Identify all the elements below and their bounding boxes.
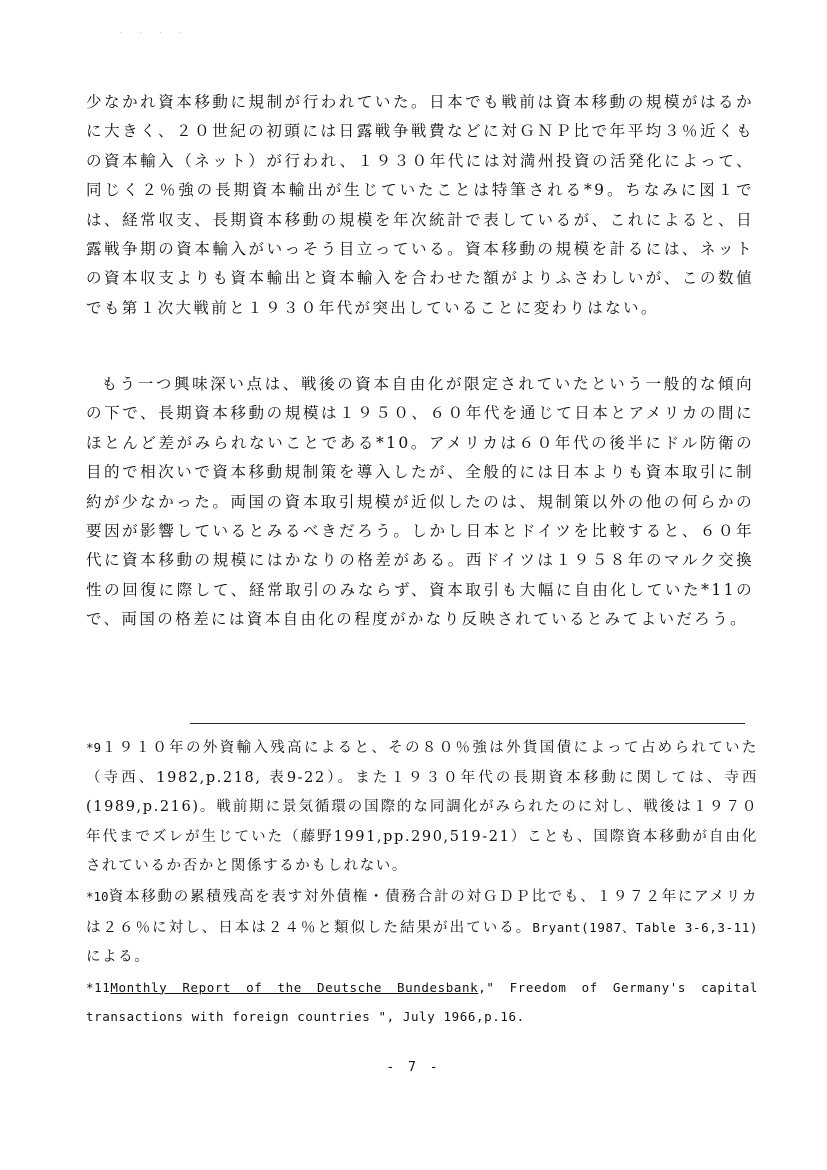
body-paragraph-1: 少なかれ資本移動に規制が行われていた。日本でも戦前は資本移動の規模がはるかに大きく、２０世紀の初頭には日露戦争戦費などに対ＧＮＰ比で年平均３％近くもの資本輸入（ネット）が行われ、１９３０年代には対満州投資の活発化によって、同じく２％強の長期資本輸出が生じていたことは特筆される*9。ちなみに図１では、経常収支、長期資本移動の規模を年次統計で表しているが、これによると、日露戦争期の資本輸入がいっそう目立っている。資本移動の規模を計るには、ネットの資本収支よりも資本輸出と資本輸入を合わせた額がよりふさわしいが、この数値でも第１次大戦前と１９３０年代が突出していることに変わりはない。 bbox=[86, 93, 754, 317]
scan-artifact: · · · · bbox=[120, 30, 190, 37]
footnote-10-text: 資本移動の累積残高を表す対外債権・債務合計の対ＧＤＰ比でも、１９７２年にアメリカは２６％に対し、日本は２４％と類似した結果が出ている。 bbox=[86, 888, 758, 936]
footnote-10 bbox=[86, 882, 758, 973]
footnotes bbox=[86, 733, 758, 1032]
footnote-9 bbox=[86, 733, 758, 882]
footnote-11-ref: *11 bbox=[86, 979, 111, 995]
footnote-10-ref: *10 bbox=[86, 888, 109, 904]
footnote-10-citation: Bryant(1987、Table 3-6,3-11) bbox=[532, 919, 758, 935]
footnote-9-ref: *9 bbox=[86, 740, 102, 755]
footnote-11-text: ," Freedom of Germany's capital transactions with foreign countries ", July 1966,p.16. bbox=[86, 979, 758, 1025]
page-number: - 7 - bbox=[386, 1060, 441, 1075]
body-paragraph-2: もう一つ興味深い点は、戦後の資本自由化が限定されていたという一般的な傾向の下で、長期資本移動の規模は１９５０、６０年代を通じて日本とアメリカの間にほとんど差がみられないことである*10。アメリカは６０年代の後半にドル防衛の目的で相次いで資本移動規制策を導入したが、全般的には日本よりも資本取引に制約が少なかった。両国の資本取引規模が近似したのは、規制策以外の他の何らかの要因が影響しているとみるべきだろう。しかし日本とドイツを比較すると、６０年代に資本移動の規模にはかなりの格差がある。西ドイツは１９５８年のマルク交換性の回復に際して、経常取引のみならず、資本取引も大幅に自由化していた*11ので、両国の格差には資本自由化の程度がかなり反映されているとみてよいだろう。 bbox=[86, 375, 754, 629]
footnote-11-journal: Monthly Report of the Deutsche Bundesbank bbox=[110, 979, 479, 995]
footnote-9-text: １９１０年の外資輸入残高によると、その８０％強は外貨国債によって占められていた（寺西、1982,p.218, 表9-22）。また１９３０年代の長期資本移動に関しては、寺西(1989,p.216)。戦前期に景気循環の国際的な同調化がみられたのに対し、戦後は１９７０年代までズレが生じていた（藤野1991,pp.290,519-21）ことも、国際資本移動が自由化されているか否かと関係するかもしれない。 bbox=[86, 740, 758, 875]
footnote-10-suffix: による。 bbox=[86, 949, 151, 966]
footnote-11 bbox=[86, 973, 758, 1032]
footnote-separator bbox=[190, 723, 745, 724]
